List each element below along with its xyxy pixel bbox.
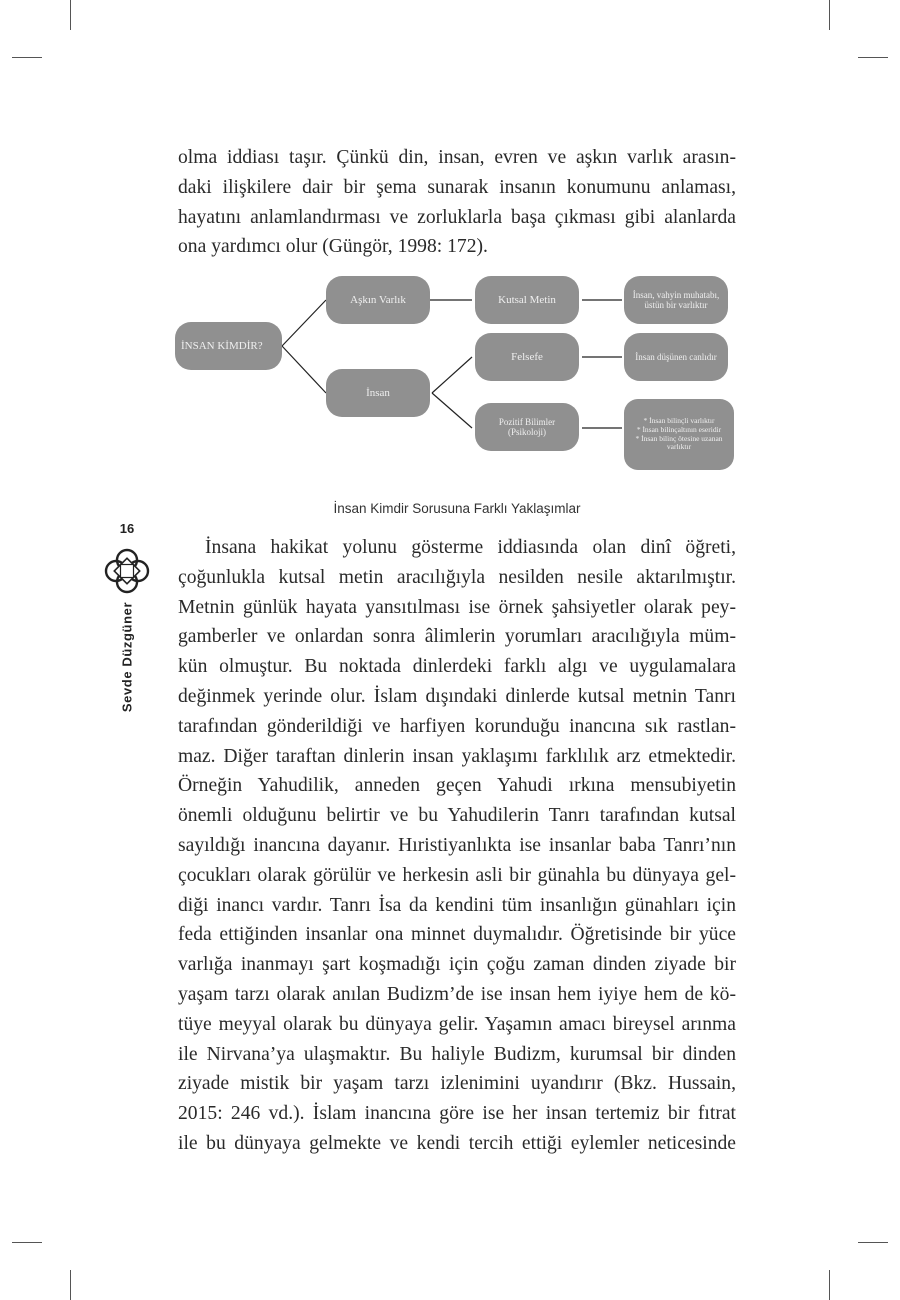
felsefe-result-node	[624, 333, 728, 381]
crop-mark	[12, 1242, 42, 1243]
text-line: ziyade mistik bir yaşam tarzı izlenimini uyandırır (Bkz. Hussain,	[178, 1073, 736, 1095]
page-number: 16	[119, 521, 135, 536]
crop-mark	[858, 57, 888, 58]
text-line: çoğunlukla kutsal metin aracılığıyla nesilden nesile aktarılmıştır.	[178, 566, 736, 588]
crop-mark	[829, 1270, 830, 1300]
insan-kimdir-diagram	[170, 270, 740, 475]
text-line: İnsana hakikat yolunu gösterme iddiasında olan dinî öğreti,	[205, 537, 736, 558]
felsefe-label: Felsefe	[511, 350, 543, 363]
insan-label: İnsan	[366, 386, 390, 399]
crop-mark	[829, 0, 830, 30]
kutsal-metin-result-node	[624, 276, 728, 324]
pozitif-result-item: * İnsan bilinç ötesine uzanan varlıktır	[635, 433, 723, 452]
text-line: ile bu dünyaya gelmekte ve kendi tercih ettiği eylemler neticesinde	[178, 1132, 736, 1154]
root-node	[175, 322, 282, 370]
kutsal-metin-label: Kutsal Metin	[498, 293, 556, 306]
text-line: olma iddiası taşır. Çünkü din, insan, evren ve aşkın varlık arasın-	[178, 147, 736, 168]
crop-mark	[858, 1242, 888, 1243]
pozitif-bilimler-node	[475, 403, 579, 451]
text-line: değinmek yerinde olur. İslam dışındaki dinlerde kutsal metnin Tanrı	[178, 685, 736, 707]
text-line: feda ettiğinden insanlar ona minnet duymalıdır. Öğretisinde bir yüce	[178, 924, 736, 946]
text-line: tüye meyyal olarak bu dünyaya gelir. Yaşamın amacı bireysel arınma	[178, 1013, 736, 1035]
pozitif-results-node	[624, 399, 734, 470]
text-line: gamberler ve onlardan sonra âlimlerin yorumları aracılığıyla müm-	[178, 626, 736, 648]
pozitif-result-item: * İnsan bilinçli varlıktır	[643, 415, 715, 425]
text-line: Metnin günlük hayata yansıtılması ise örnek şahsiyetler olarak pey-	[178, 596, 736, 618]
text-line: tarafından gönderildiği ve harfiyen korunduğu inancına sık rastlan-	[178, 715, 736, 737]
pozitif-result-item: * İnsan bilinçaltının eseridir	[636, 424, 722, 434]
text-line: Örneğin Yahudilik, anneden geçen Yahudi ırkına mensubiyetin	[178, 775, 736, 797]
text-line: varlığa inanmayı şart koşmadığı için çoğu zaman dinden ziyade bir	[178, 954, 736, 976]
intro-paragraph	[178, 143, 736, 262]
text-line: maz. Diğer taraftan dinlerin insan yaklaşımı farklılık arz etmektedir.	[178, 745, 736, 767]
felsefe-result-label: İnsan düşünen canlıdır	[635, 351, 717, 362]
crop-mark	[70, 0, 71, 30]
kutsal-metin-node	[475, 276, 579, 324]
askin-varlik-label: Aşkın Varlık	[350, 293, 406, 306]
text-line: sayıldığı inancına dayanır. Hıristiyanlıkta ise insanlar baba Tanrı’nın	[178, 834, 736, 856]
text-line: kün olmuştur. Bu noktada dinlerdeki farklı algı ve uygulamalara	[178, 656, 736, 678]
askin-varlik-node	[326, 276, 430, 324]
text-line: hayatını anlamlandırması ve zorluklarla başa çıkması gibi alanlarda	[178, 206, 736, 228]
text-line: ona yardımcı olur (Güngör, 1998: 172).	[178, 236, 488, 258]
body-paragraph	[178, 533, 736, 1159]
crop-mark	[12, 57, 42, 58]
text-line: ile Nirvana’ya ulaşmaktır. Bu haliyle Budizm, kurumsal bir dinden	[178, 1043, 736, 1065]
text-line: daki ilişkilere dair bir şema sunarak insanın konumunu anlaması,	[178, 176, 736, 198]
text-line: 2015: 246 vd.). İslam inancına göre ise her insan tertemiz bir fıtrat	[178, 1103, 736, 1125]
figure-caption: İnsan Kimdir Sorusuna Farklı Yaklaşımlar	[333, 501, 581, 516]
crop-mark	[70, 1270, 71, 1300]
ornamental-knot-icon	[104, 548, 150, 594]
author-label: Sevde Düzgüner	[119, 601, 135, 713]
text-line: çocukları olarak görülür ve herkesin asli bir günahla bu dünyaya gel-	[178, 864, 736, 886]
root-label: İNSAN KİMDİR?	[181, 339, 263, 352]
text-line: yaşam tarzı olarak anılan Budizm’de ise insan hem iyiye hem de kö-	[178, 983, 736, 1005]
text-line: diği inancı vardır. Tanrı İsa da kendini tüm insanlığın günahları için	[178, 894, 736, 916]
kutsal-metin-result-label: İnsan, vahyin muhatabı, üstün bir varlıktır	[632, 289, 720, 310]
text-line: önemli olduğunu belirtir ve bu Yahudilerin Tanrı tarafından kutsal	[178, 805, 736, 827]
felsefe-node	[475, 333, 579, 381]
pozitif-bilimler-label: Pozitif Bilimler (Psikoloji)	[498, 416, 556, 437]
insan-node	[326, 369, 430, 417]
